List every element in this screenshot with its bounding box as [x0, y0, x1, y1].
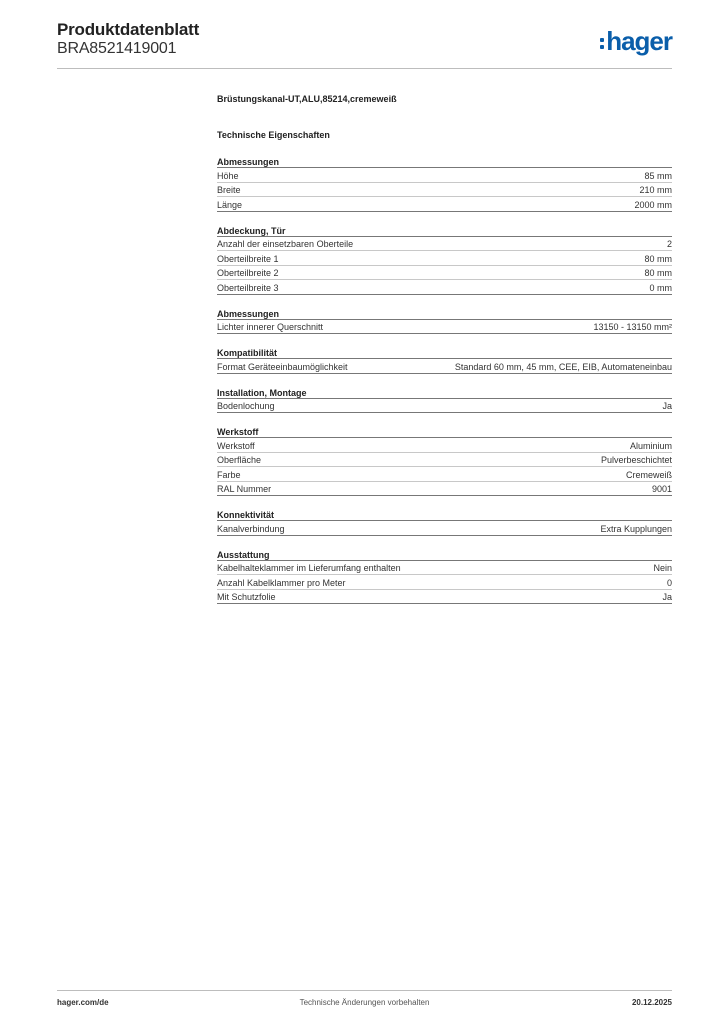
property-row	[217, 482, 672, 497]
property-label: Anzahl der einsetzbaren Oberteile	[217, 239, 354, 249]
header-divider	[57, 68, 672, 69]
hager-logo	[600, 26, 672, 56]
property-group	[217, 156, 672, 212]
footer-disclaimer: Technische Änderungen vorbehalten	[299, 998, 430, 1007]
property-rows	[217, 521, 672, 536]
property-rows	[217, 561, 672, 605]
property-value: 2	[666, 239, 672, 249]
property-row	[217, 183, 672, 198]
property-rows	[217, 438, 672, 496]
logo-text: hager	[606, 26, 672, 56]
property-label: Kanalverbindung	[217, 523, 285, 534]
property-group	[217, 225, 672, 295]
property-value: 0 mm	[649, 282, 672, 293]
property-group	[217, 426, 672, 496]
property-label: Bodenlochung	[217, 401, 275, 411]
footer-divider	[57, 990, 672, 991]
property-rows	[217, 320, 672, 335]
property-label: Format Geräteeinbaumöglichkeit	[217, 361, 348, 372]
property-rows	[217, 168, 672, 212]
property-value: 85 mm	[644, 170, 672, 181]
property-label: Länge	[217, 199, 243, 210]
property-row	[217, 521, 672, 536]
property-row	[217, 453, 672, 468]
group-title: Ausstattung	[217, 549, 672, 561]
property-rows	[217, 399, 672, 414]
property-row	[217, 399, 672, 414]
property-value: Ja	[662, 401, 672, 411]
document-number: BRA8521419001	[57, 40, 177, 57]
property-rows	[217, 359, 672, 374]
property-group	[217, 509, 672, 536]
property-value: Nein	[653, 563, 672, 573]
logo-dots-icon	[600, 37, 604, 51]
property-row	[217, 438, 672, 453]
property-value: Pulverbeschichtet	[600, 455, 672, 465]
property-value: 13150 - 13150 mm²	[593, 322, 672, 332]
property-rows	[217, 237, 672, 295]
property-value: Cremeweiß	[625, 469, 672, 480]
property-row	[217, 251, 672, 266]
page-footer	[57, 998, 672, 1012]
property-label: Breite	[217, 185, 241, 195]
property-label: Oberteilbreite 1	[217, 253, 279, 264]
property-label: Oberteilbreite 3	[217, 282, 279, 293]
footer-website[interactable]: hager.com/de	[57, 998, 109, 1007]
property-groups	[217, 156, 672, 604]
group-title: Abdeckung, Tür	[217, 225, 672, 237]
property-label: Anzahl Kabelklammer pro Meter	[217, 577, 346, 588]
property-label: Höhe	[217, 170, 239, 181]
property-value: 80 mm	[644, 253, 672, 264]
group-title: Kompatibilität	[217, 347, 672, 359]
property-row	[217, 359, 672, 374]
property-row	[217, 266, 672, 281]
property-label: Kabelhalteklammer im Lieferumfang enthalten	[217, 563, 401, 573]
property-value: Aluminium	[629, 440, 672, 451]
property-label: Farbe	[217, 469, 241, 480]
property-row	[217, 575, 672, 590]
property-row	[217, 237, 672, 252]
property-value: 9001	[651, 484, 672, 494]
property-value: 80 mm	[644, 268, 672, 278]
group-title: Werkstoff	[217, 426, 672, 438]
group-title: Installation, Montage	[217, 387, 672, 399]
property-value: 210 mm	[639, 185, 672, 195]
property-label: Oberteilbreite 2	[217, 268, 279, 278]
main-content	[217, 94, 672, 604]
property-label: Lichter innerer Querschnitt	[217, 322, 324, 332]
property-row	[217, 280, 672, 295]
property-row	[217, 320, 672, 335]
property-group	[217, 308, 672, 335]
property-value: Standard 60 mm, 45 mm, CEE, EIB, Automateneinbau	[454, 361, 672, 372]
property-group	[217, 387, 672, 414]
property-label: Mit Schutzfolie	[217, 592, 276, 602]
document-title: Produktdatenblatt	[57, 20, 200, 39]
property-label: Werkstoff	[217, 440, 255, 451]
property-label: Oberfläche	[217, 455, 262, 465]
footer-date: 20.12.2025	[631, 998, 672, 1007]
property-row	[217, 467, 672, 482]
section-heading: Technische Eigenschaften	[217, 130, 330, 140]
property-row	[217, 561, 672, 576]
property-group	[217, 347, 672, 374]
property-row	[217, 197, 672, 212]
property-group	[217, 549, 672, 605]
property-value: Extra Kupplungen	[600, 523, 672, 534]
property-value: Ja	[662, 592, 672, 602]
group-title: Abmessungen	[217, 156, 672, 168]
property-label: RAL Nummer	[217, 484, 272, 494]
property-row	[217, 168, 672, 183]
page-header	[57, 20, 672, 70]
group-title: Abmessungen	[217, 308, 672, 320]
property-row	[217, 590, 672, 605]
group-title: Konnektivität	[217, 509, 672, 521]
property-value: 2000 mm	[634, 199, 672, 210]
property-value: 0	[666, 577, 672, 588]
product-name: Brüstungskanal-UT,ALU,85214,cremeweiß	[217, 94, 397, 104]
